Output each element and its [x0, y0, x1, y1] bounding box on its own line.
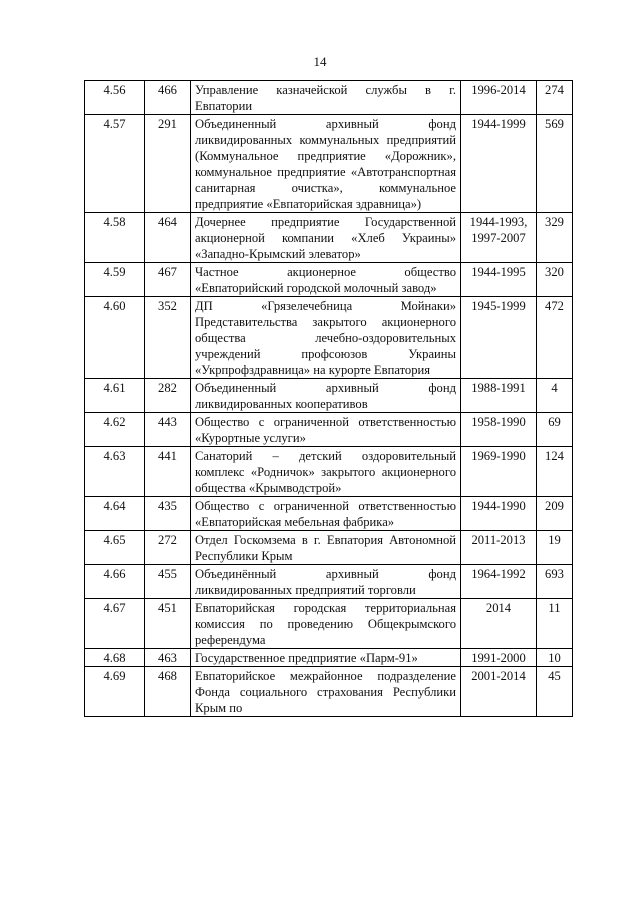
- fund-number: 466: [145, 81, 191, 115]
- table-row: [85, 497, 573, 531]
- table-row: [85, 565, 573, 599]
- fund-name: Отдел Госкомзема в г. Евпатория Автономной Республики Крым: [191, 531, 461, 565]
- row-number: 4.61: [85, 379, 145, 413]
- date-range: 2011-2013: [461, 531, 537, 565]
- date-range: 1958-1990: [461, 413, 537, 447]
- file-count: 69: [537, 413, 573, 447]
- table-body: [85, 81, 573, 717]
- table-row: [85, 379, 573, 413]
- table-row: [85, 81, 573, 115]
- fund-number: 451: [145, 599, 191, 649]
- fund-name: Дочернее предприятие Государственной акционерной компании «Хлеб Украины» «Западно-Крымский элеватор»: [191, 213, 461, 263]
- fund-name: Общество с ограниченной ответственностью «Евпаторийская мебельная фабрика»: [191, 497, 461, 531]
- table-row: [85, 667, 573, 717]
- date-range: 1944-1990: [461, 497, 537, 531]
- table-row: [85, 599, 573, 649]
- fund-number: 282: [145, 379, 191, 413]
- fund-name: Объединенный архивный фонд ликвидированных коммунальных предприятий (Коммунальное предприятие «Дорожник», коммунальное предприятие «Автотранспортная санитарная очистка», коммунальное предприятие «Евпаторийская здравница»): [191, 115, 461, 213]
- table-row: [85, 447, 573, 497]
- fund-name: Частное акционерное общество «Евпаторийский городской молочный завод»: [191, 263, 461, 297]
- date-range: 1944-1993, 1997-2007: [461, 213, 537, 263]
- table-row: [85, 649, 573, 667]
- file-count: 320: [537, 263, 573, 297]
- fund-number: 272: [145, 531, 191, 565]
- file-count: 569: [537, 115, 573, 213]
- fund-name: Государственное предприятие «Парм-91»: [191, 649, 461, 667]
- file-count: 4: [537, 379, 573, 413]
- fund-name: Евпаторийское межрайонное подразделение Фонда социального страхования Республики Крым по: [191, 667, 461, 717]
- date-range: 1944-1995: [461, 263, 537, 297]
- file-count: 274: [537, 81, 573, 115]
- fund-number: 352: [145, 297, 191, 379]
- fund-number: 435: [145, 497, 191, 531]
- date-range: 1964-1992: [461, 565, 537, 599]
- row-number: 4.56: [85, 81, 145, 115]
- file-count: 693: [537, 565, 573, 599]
- row-number: 4.60: [85, 297, 145, 379]
- date-range: 2001-2014: [461, 667, 537, 717]
- fund-name: Санаторий – детский оздоровительный комплекс «Родничок» закрытого акционерного общества «Крымводстрой»: [191, 447, 461, 497]
- date-range: 1991-2000: [461, 649, 537, 667]
- date-range: 1945-1999: [461, 297, 537, 379]
- fund-number: 443: [145, 413, 191, 447]
- table-row: [85, 531, 573, 565]
- fund-number: 455: [145, 565, 191, 599]
- table-row: [85, 115, 573, 213]
- row-number: 4.58: [85, 213, 145, 263]
- row-number: 4.68: [85, 649, 145, 667]
- row-number: 4.64: [85, 497, 145, 531]
- fund-name: Объединенный архивный фонд ликвидированных кооперативов: [191, 379, 461, 413]
- file-count: 329: [537, 213, 573, 263]
- row-number: 4.62: [85, 413, 145, 447]
- date-range: 1969-1990: [461, 447, 537, 497]
- file-count: 19: [537, 531, 573, 565]
- fund-number: 467: [145, 263, 191, 297]
- date-range: 2014: [461, 599, 537, 649]
- file-count: 124: [537, 447, 573, 497]
- date-range: 1988-1991: [461, 379, 537, 413]
- row-number: 4.65: [85, 531, 145, 565]
- table-row: [85, 213, 573, 263]
- archive-funds-table: [84, 80, 573, 717]
- row-number: 4.67: [85, 599, 145, 649]
- row-number: 4.69: [85, 667, 145, 717]
- date-range: 1944-1999: [461, 115, 537, 213]
- file-count: 472: [537, 297, 573, 379]
- fund-name: Общество с ограниченной ответственностью «Курортные услуги»: [191, 413, 461, 447]
- file-count: 10: [537, 649, 573, 667]
- fund-name: ДП «Грязелечебница Мойнаки» Представительства закрытого акционерного общества лечебно-оздоровительных учреждений профсоюзов Украины «Укрпрофздравница» на курорте Евпатория: [191, 297, 461, 379]
- table-row: [85, 297, 573, 379]
- fund-number: 441: [145, 447, 191, 497]
- row-number: 4.66: [85, 565, 145, 599]
- file-count: 45: [537, 667, 573, 717]
- page-number: 14: [313, 54, 327, 69]
- file-count: 209: [537, 497, 573, 531]
- row-number: 4.59: [85, 263, 145, 297]
- table-row: [85, 413, 573, 447]
- fund-number: 468: [145, 667, 191, 717]
- row-number: 4.63: [85, 447, 145, 497]
- row-number: 4.57: [85, 115, 145, 213]
- fund-number: 463: [145, 649, 191, 667]
- fund-number: 291: [145, 115, 191, 213]
- fund-name: Объединённый архивный фонд ликвидированных предприятий торговли: [191, 565, 461, 599]
- date-range: 1996-2014: [461, 81, 537, 115]
- fund-name: Управление казначейской службы в г. Евпатории: [191, 81, 461, 115]
- fund-name: Евпаторийская городская территориальная комиссия по проведению Общекрымского референдума: [191, 599, 461, 649]
- file-count: 11: [537, 599, 573, 649]
- table-row: [85, 263, 573, 297]
- fund-number: 464: [145, 213, 191, 263]
